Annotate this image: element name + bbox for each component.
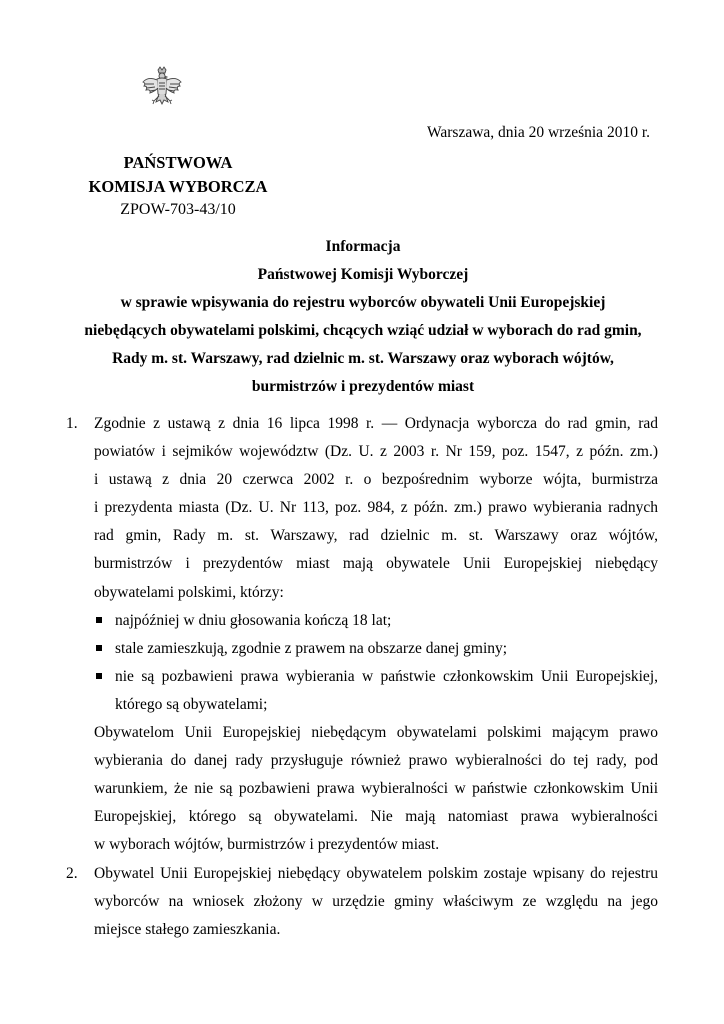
paragraph-line: Europejskiej, którego są obywatelami. Nie mają natomiast prawa wybieralności	[94, 808, 658, 826]
title-line: w sprawie wpisywania do rejestru wyborców obywateli Unii Europejskiej	[120, 294, 606, 311]
issuer-name-line2: KOMISJA WYBORCZA	[88, 177, 268, 196]
item-number: 1.	[66, 415, 78, 432]
paragraph-line: obywatelami polskimi, którzy:	[94, 583, 284, 601]
square-bullet-icon	[96, 645, 102, 651]
paragraph-line: Obywatelom Unii Europejskiej niebędącym obywatelami polskimi mającym prawo	[94, 724, 658, 742]
list-item-1	[66, 410, 658, 860]
title-line: Rady m. st. Warszawy, rad dzielnic m. st. Warszawy oraz wyborach wójtów,	[112, 350, 614, 367]
document-title	[50, 233, 676, 401]
list-item-2	[66, 860, 658, 944]
item-number: 2.	[66, 864, 78, 882]
bullet-item	[94, 635, 658, 663]
title-line: Państwowej Komisji Wyborczej	[257, 266, 469, 283]
paragraph-line: rad gmin, Rady m. st. Warszawy, rad dzielnic m. st. Warszawy oraz wójtów,	[94, 527, 658, 545]
paragraph-line: Obywatel Unii Europejskiej niebędący obywatelem polskim zostaje wpisany do rejestru	[94, 864, 658, 882]
bullet-text: którego są obywatelami;	[115, 695, 268, 713]
paragraph-line: powiatów i sejmików województw (Dz. U. z 2003 r. Nr 159, poz. 1547, z późn. zm.)	[94, 443, 658, 461]
bullet-item	[94, 607, 658, 635]
paragraph-line: w wyborach wójtów, burmistrzów i prezydentów miast.	[94, 836, 440, 854]
paragraph-line: wybierania do danej rady przysługuje również prawo wybieralności do tej rady, pod	[94, 752, 658, 770]
title-line: burmistrzów i prezydentów miast	[251, 378, 475, 395]
place-date: Warszawa, dnia 20 września 2010 r.	[427, 124, 650, 141]
reference-number: ZPOW-703-43/10	[120, 201, 236, 218]
paragraph-line: Zgodnie z ustawą z dnia 16 lipca 1998 r. — Ordynacja wyborcza do rad gmin, rad	[94, 415, 658, 432]
square-bullet-icon	[96, 617, 102, 623]
paragraph-line: warunkiem, że nie są pozbawieni prawa wybieralności w państwie członkowskim Unii	[94, 780, 658, 798]
paragraph-line: i ustawą z dnia 20 czerwca 2002 r. o bezpośrednim wyborze wójta, burmistrza	[94, 471, 658, 489]
paragraph-line: wyborców na wniosek złożony w urzędzie gminy właściwym ze względu na jego	[94, 892, 658, 910]
polish-eagle-emblem	[140, 66, 184, 114]
eagle-icon	[140, 66, 184, 114]
title-line: niebędących obywatelami polskimi, chcących wziąć udział w wyborach do rad gmin,	[84, 322, 642, 339]
paragraph-line: burmistrzów i prezydentów miast mają obywatele Unii Europejskiej niebędący	[94, 555, 658, 573]
square-bullet-icon	[96, 673, 102, 679]
bullet-text: stale zamieszkują, zgodnie z prawem na obszarze danej gminy;	[115, 639, 508, 657]
paragraph-line: miejsce stałego zamieszkania.	[94, 920, 281, 938]
numbered-list	[66, 410, 658, 944]
paragraph-line: i prezydenta miasta (Dz. U. Nr 113, poz. 984, z późn. zm.) prawo wybierania radnych	[94, 499, 658, 517]
bullet-item	[94, 663, 658, 719]
issuer-name-line1: PAŃSTWOWA	[123, 153, 233, 172]
bullet-text: najpóźniej w dniu głosowania kończą 18 lat;	[115, 611, 392, 629]
bullet-text: nie są pozbawieni prawa wybierania w państwie członkowskim Unii Europejskiej,	[115, 667, 658, 685]
title-line: Informacja	[325, 238, 401, 255]
issuer-block	[66, 151, 290, 221]
